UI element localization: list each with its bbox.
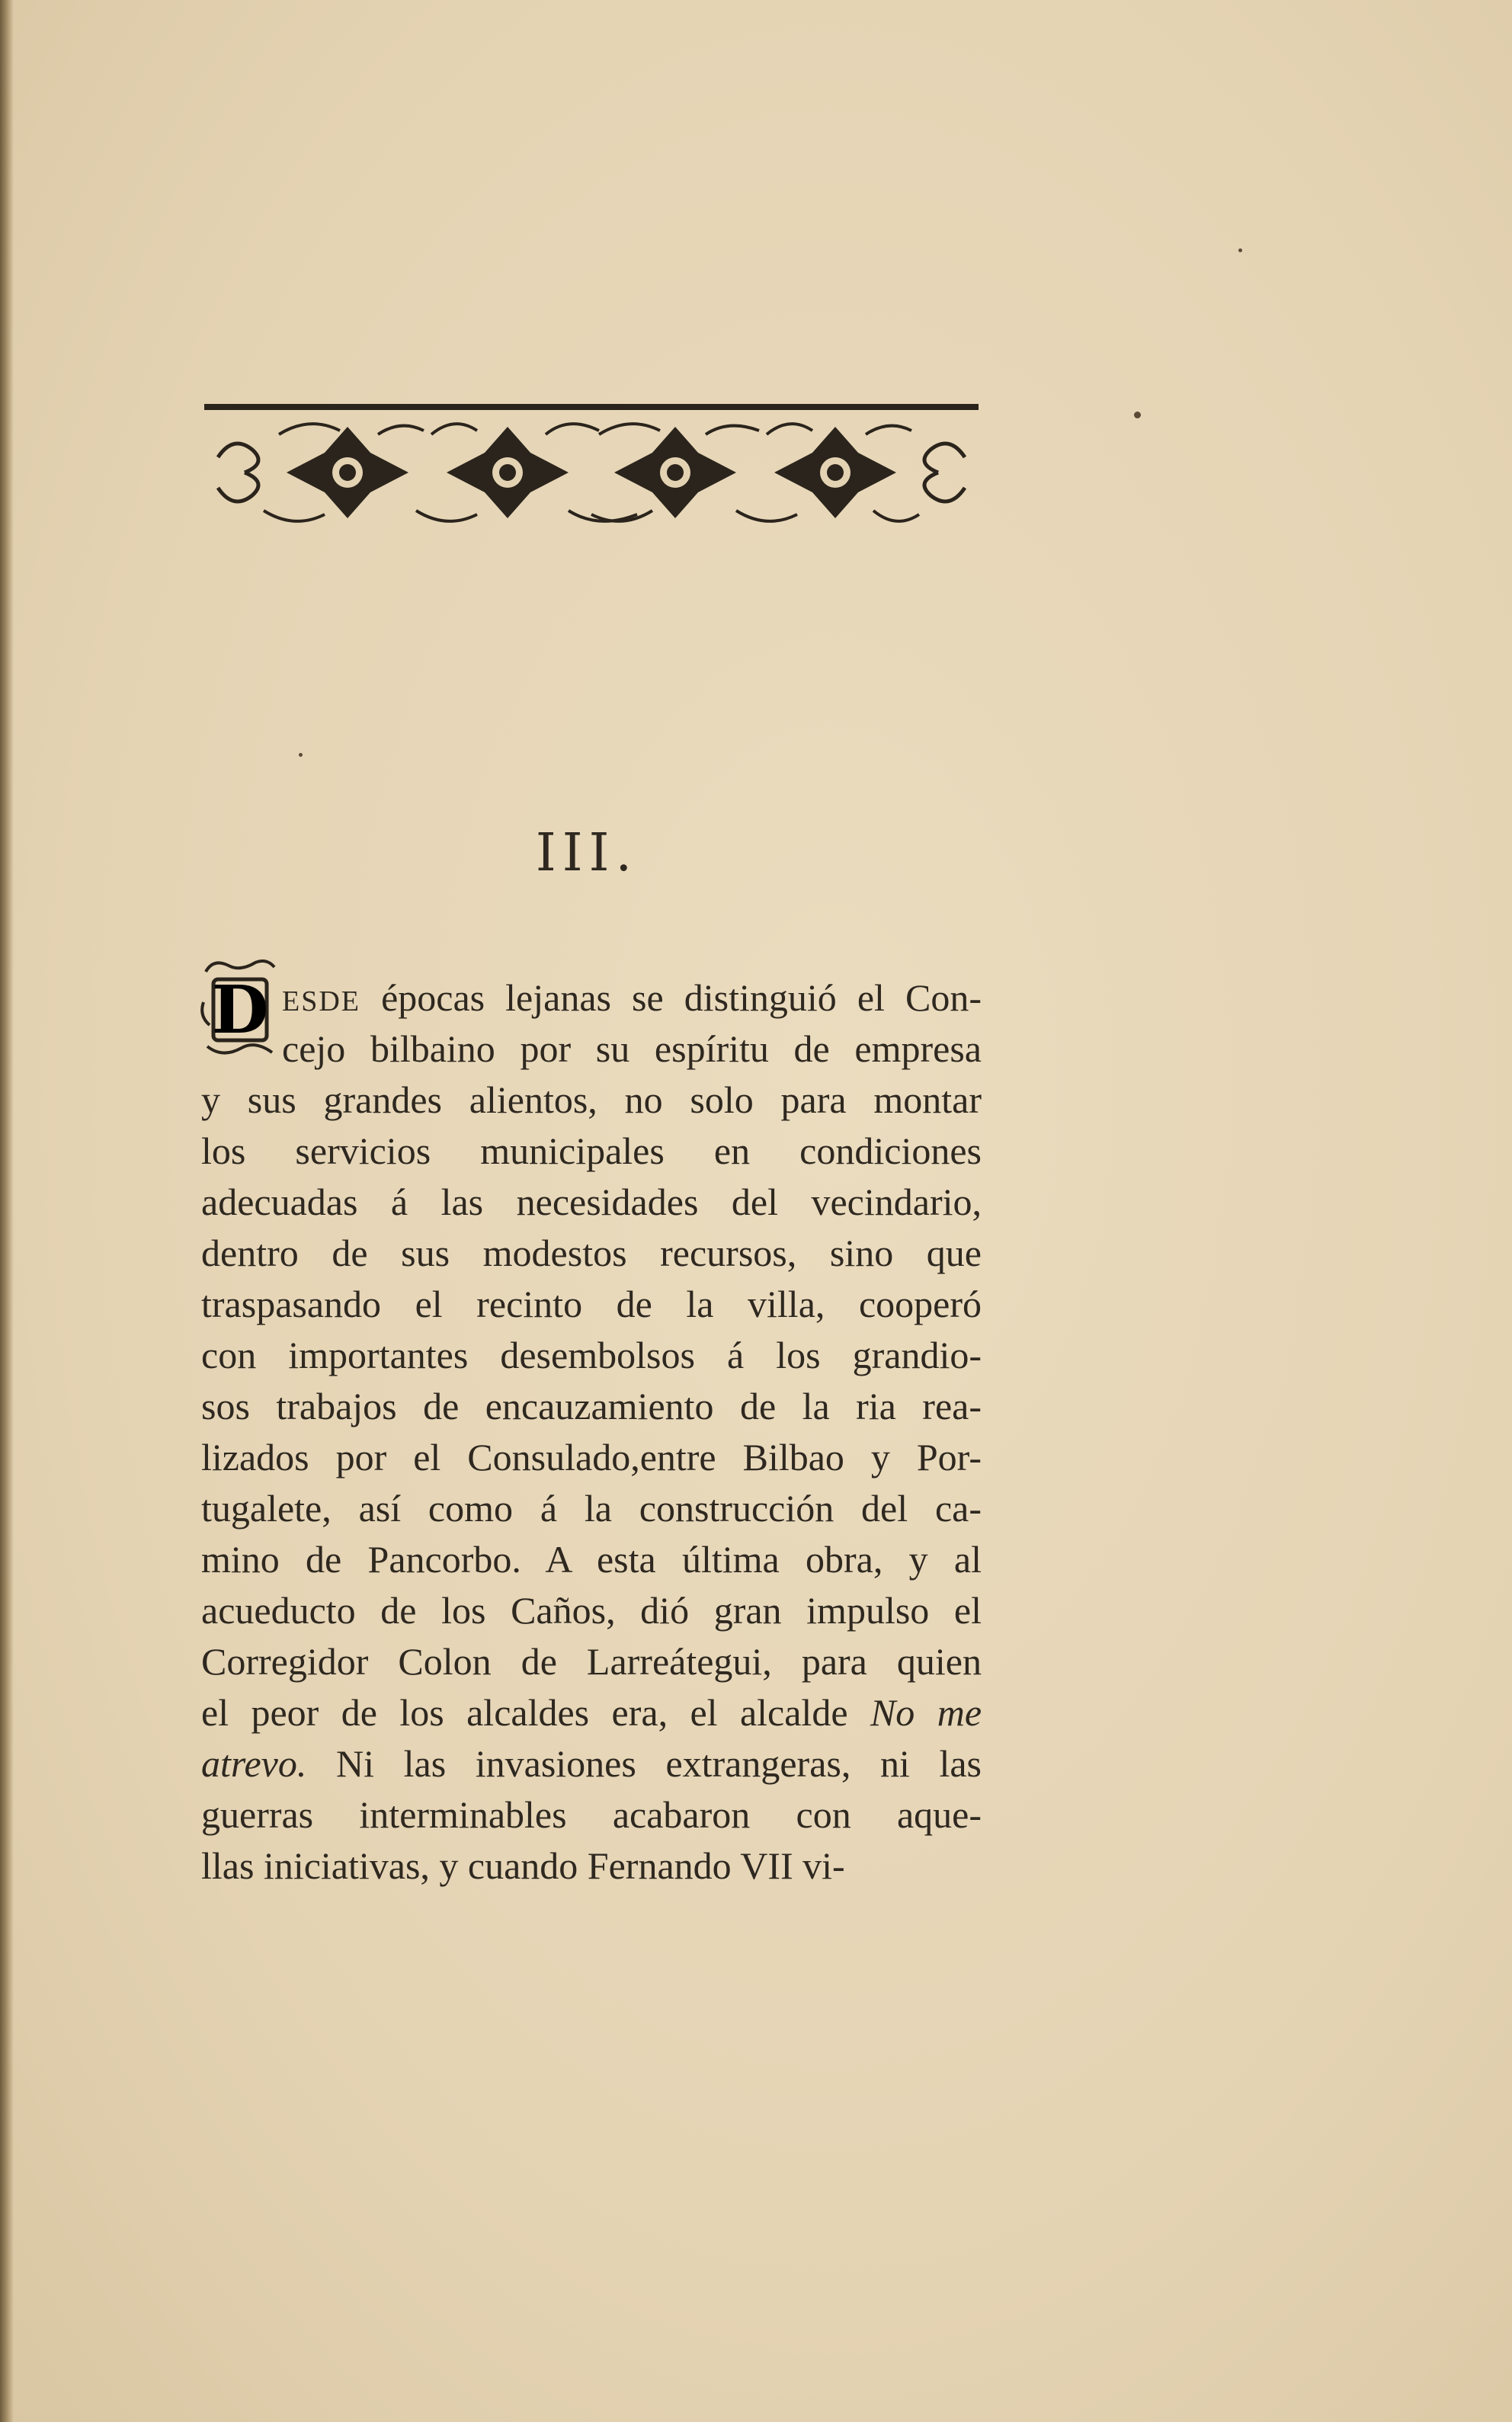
italic-phrase-end: atrevo. xyxy=(201,1742,307,1785)
chapter-number: III. xyxy=(535,823,639,883)
body-paragraph xyxy=(201,972,982,1892)
paper-speck xyxy=(1238,248,1242,252)
text-line-13: acueducto de los Caños, dió gran impulso el xyxy=(201,1589,982,1632)
drop-cap-letter: D xyxy=(211,972,269,1049)
text-line-2: cejo bilbaino por su espíritu de empresa xyxy=(282,1027,982,1070)
text-line-16 xyxy=(201,1738,982,1789)
text-line-5: adecuadas á las necesidades del vecindario, xyxy=(201,1181,982,1223)
text-line-17: guerras interminables acabaron con aque- xyxy=(201,1793,982,1836)
decorative-header-ornament xyxy=(203,404,980,530)
text-line-7: traspasando el recinto de la villa, cooperó xyxy=(201,1283,982,1325)
line-16-text: Ni las invasiones extrangeras, ni las xyxy=(336,1742,982,1785)
paper-speck xyxy=(299,753,303,757)
text-line-1 xyxy=(201,972,982,1024)
line-1-text: épocas lejanas se distinguió el Con- xyxy=(381,976,982,1019)
text-line-8: con importantes desembolsos á los grandio- xyxy=(201,1334,982,1376)
opening-word: ESDE xyxy=(282,985,360,1017)
text-line-11: tugalete, así como á la construcción del ca- xyxy=(201,1487,982,1530)
text-line-4: los servicios municipales en condiciones xyxy=(201,1129,982,1172)
line-15-text: el peor de los alcaldes era, el alcalde xyxy=(201,1691,848,1734)
text-line-3: y sus grandes alientos, no solo para montar xyxy=(201,1078,982,1121)
italic-phrase-start: No me xyxy=(870,1691,982,1734)
text-line-6: dentro de sus modestos recursos, sino que xyxy=(201,1232,982,1274)
page-binding-edge xyxy=(0,0,14,2422)
text-line-15 xyxy=(201,1687,982,1738)
text-line-9: sos trabajos de encauzamiento de la ria rea- xyxy=(201,1385,982,1427)
text-line-14: Corregidor Colon de Larreátegui, para quien xyxy=(201,1640,982,1683)
text-line-12: mino de Pancorbo. A esta última obra, y al xyxy=(201,1538,982,1581)
text-line-10: lizados por el Consulado,entre Bilbao y Por- xyxy=(201,1436,982,1479)
text-line-18: llas iniciativas, y cuando Fernando VII vi- xyxy=(201,1844,845,1887)
paper-speck xyxy=(1134,412,1141,418)
